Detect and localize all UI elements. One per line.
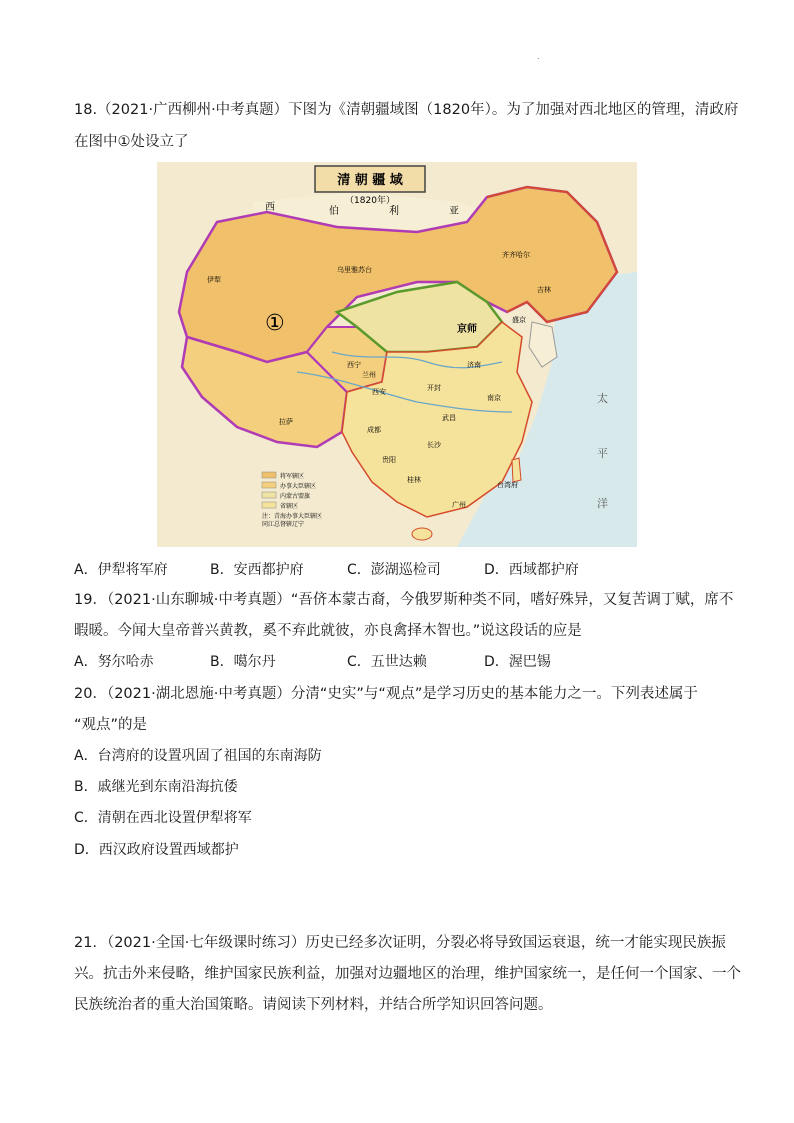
q21-stem-line3: 民族统治者的重大治国策略。请阅读下列材料，并结合所学知识回答问题。: [74, 997, 553, 1013]
q20-option-d[interactable]: D．西汉政府设置西域都护: [74, 842, 239, 858]
label-ya: 亚: [449, 206, 459, 217]
q19-option-d[interactable]: D．渥巴锡: [484, 654, 551, 670]
q20-stem-line1: 20．（2021·湖北恩施·中考真题）分清“史实”与“观点”是学习历史的基本能力之一。下列表述属于: [74, 686, 698, 702]
legend-label-1: 将军辖区: [280, 473, 305, 480]
q21-stem-line1: 21．（2021·全国·七年级课时练习）历史已经多次证明，分裂必将导致国运衰退，统一才能实现民族振: [74, 935, 726, 951]
label-tai: 太: [597, 392, 608, 405]
q18-option-c[interactable]: C．澎湖巡检司: [347, 562, 441, 578]
city-lanzhou: 兰州: [362, 371, 376, 379]
city-nanjing: 南京: [487, 394, 501, 402]
legend-note-1: 注：青海办事大臣辖区: [262, 513, 323, 520]
city-taiwan: 台湾府: [497, 481, 518, 489]
city-changsha: 长沙: [427, 441, 441, 449]
q18-option-a[interactable]: A．伊犁将军府: [74, 562, 168, 578]
city-jingshi: 京师: [457, 324, 477, 335]
map-title: 清 朝 疆 域: [337, 173, 403, 188]
q18-stem-line1: 18.（2021·广西柳州·中考真题）下图为《清朝疆域图（1820年）。为了加强对西北地区的管理，清政府: [74, 102, 739, 118]
legend-swatch-2: [262, 482, 276, 488]
city-xian: 西安: [372, 388, 386, 396]
q19-option-b[interactable]: B．噶尔丹: [210, 654, 276, 670]
city-kaifeng: 开封: [427, 384, 441, 392]
q18-option-b[interactable]: B．安西都护府: [210, 562, 304, 578]
taiwan-island: [512, 458, 521, 482]
label-ping: 平: [597, 447, 608, 460]
label-yang: 洋: [597, 497, 608, 510]
legend-swatch-4: [262, 502, 276, 508]
map-year: （1820年）: [345, 196, 395, 206]
city-guiyang: 贵阳: [382, 456, 396, 464]
q20-option-b[interactable]: B．戚继光到东南沿海抗倭: [74, 779, 238, 795]
label-xi: 西: [265, 202, 275, 213]
city-jilin: 吉林: [537, 286, 551, 294]
city-qiqihar: 齐齐哈尔: [502, 251, 530, 259]
top-mark: .: [537, 52, 540, 61]
city-uliastai: 乌里雅苏台: [337, 266, 372, 274]
city-guilin: 桂林: [407, 476, 421, 484]
legend-swatch-3: [262, 492, 276, 498]
q21-stem-line2: 兴。抗击外来侵略，维护国家民族利益，加强对边疆地区的治理，维护国家统一，是任何一个国家、一个: [74, 966, 741, 982]
q20-stem-line2: “观点”的是: [74, 717, 148, 733]
qing-territory-map: [157, 162, 637, 547]
q19-option-c[interactable]: C．五世达赖: [347, 654, 427, 670]
city-jinan: 济南: [467, 361, 481, 369]
city-yili: 伊犁: [207, 276, 221, 284]
legend-label-4: 省辖区: [280, 503, 299, 510]
city-shengjing: 盛京: [512, 316, 526, 324]
legend-note-2: 同江总督辖辽宁: [262, 521, 305, 528]
q19-stem-line1: 19．（2021·山东聊城·中考真题）“吾侪本蒙古裔，今俄罗斯种类不同，嗜好殊异，又复苦调丁赋，席不: [74, 592, 734, 608]
label-bo: 伯: [329, 206, 339, 217]
legend-swatch-1: [262, 472, 276, 478]
city-xining: 西宁: [347, 361, 361, 369]
hainan-island: [412, 528, 432, 540]
city-lasa: 拉萨: [279, 418, 293, 426]
legend-label-3: 内蒙古盟旗: [280, 493, 311, 500]
q19-stem-line2: 暇暖。今闻大皇帝普兴黄教，奚不弃此就彼，亦良禽择木智也。”说这段话的应是: [74, 623, 582, 639]
q19-option-a[interactable]: A．努尔哈赤: [74, 654, 154, 670]
city-chengdu: 成都: [367, 426, 381, 434]
map-marker-1: ①: [265, 311, 285, 336]
label-li: 利: [389, 206, 399, 217]
q20-option-a[interactable]: A．台湾府的设置巩固了祖国的东南海防: [74, 748, 322, 764]
q20-option-c[interactable]: C．清朝在西北设置伊犁将军: [74, 810, 252, 826]
city-guangzhou: 广州: [452, 501, 466, 509]
legend-label-2: 办事大臣辖区: [280, 483, 317, 490]
q18-stem-line2: 在图中①处设立了: [74, 134, 189, 150]
city-wuchang: 武昌: [442, 414, 456, 422]
q18-option-d[interactable]: D．西域都护府: [484, 562, 579, 578]
